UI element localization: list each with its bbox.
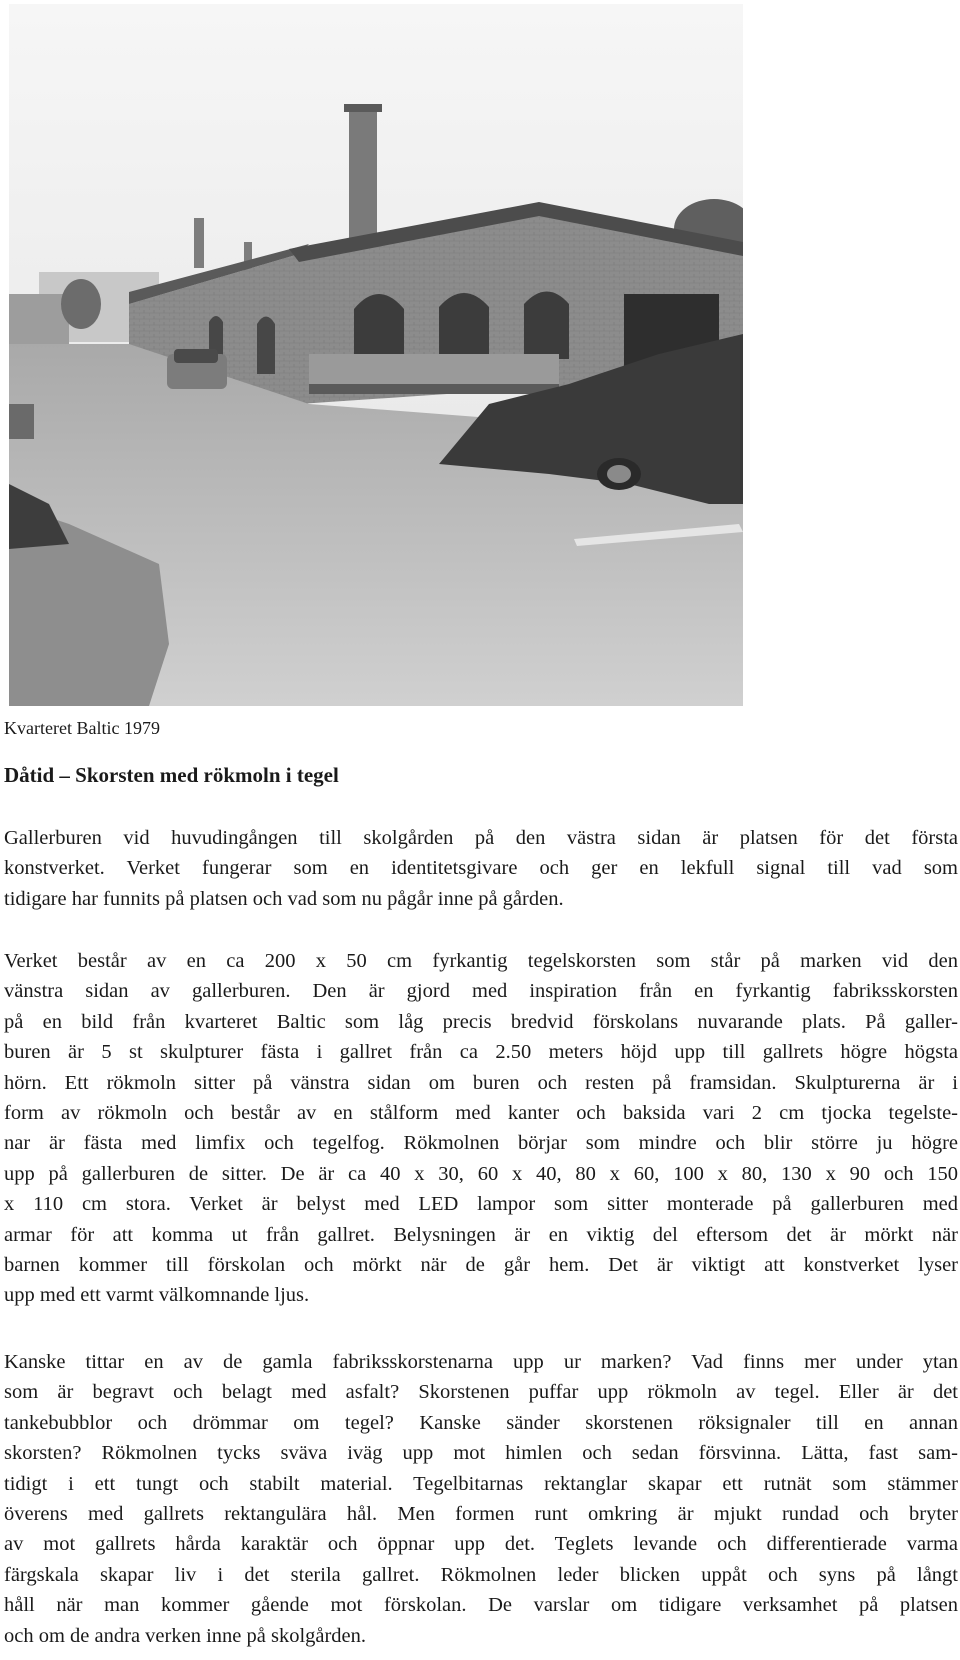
- text-line: som är begravt och belagt med asfalt? Skorstenen puffar upp rökmoln av tegel. Eller är det: [4, 1381, 958, 1404]
- text-line: upp med ett varmt välkomnande ljus.: [4, 1284, 310, 1307]
- text-line: tidigare har funnits på platsen och vad som nu pågår inne på gården.: [4, 887, 564, 910]
- text-line: Gallerburen vid huvudingången till skolgården på den västra sidan är platsen för det första: [4, 827, 958, 849]
- text-line: på en bild från kvarteret Baltic som låg precis bredvid förskolans nuvarande plats. På galler-: [4, 1010, 958, 1033]
- text-line: buren är 5 st skulpturer fästa i gallret från ca 2.50 meters höjd upp till gallrets högre högsta: [4, 1041, 958, 1064]
- text-line: barnen kommer till förskolan och mörkt när de går hem. Det är viktigt att konstverket lyser: [4, 1254, 958, 1277]
- text-line: tankebubblor och drömmar om tegel? Kanske sänder skorstenen röksignaler till en annan: [4, 1411, 958, 1434]
- text-line: håll när man kommer gående mot förskolan. De varslar om tidigare verksamhet på platsen: [4, 1594, 958, 1617]
- text-line: armar för att komma ut från gallret. Belysningen är en viktig del eftersom det är mörkt när: [4, 1223, 958, 1246]
- text-line: och om de andra verken inne på skolgården.: [4, 1624, 367, 1647]
- text-line: konstverket. Verket fungerar som en identitetsgivare och ger en lekfull signal till vad som: [4, 857, 958, 880]
- text-line: x 110 cm stora. Verket är belyst med LED lampor som sitter monterade på gallerburen med: [4, 1193, 958, 1216]
- photo-caption: Kvarteret Baltic 1979: [4, 718, 160, 738]
- text-line: nar är fästa med limfix och tegelfog. Rökmolnen börjar som mindre och blir större ju högre: [4, 1132, 958, 1155]
- text-line: av mot gallrets hårda karaktär och öppnar upp det. Teglets levande och differentierade varma: [4, 1533, 958, 1556]
- text-line: skorsten? Rökmolnen tycks sväva iväg upp mot himlen och sedan försvinna. Lätta, fast sam-: [4, 1442, 958, 1465]
- black-and-white-factory-yard-photo: [9, 4, 743, 706]
- text-line: hörn. Ett rökmoln sitter på vänstra sidan om buren och resten på framsidan. Skulpturerna är i: [4, 1071, 958, 1094]
- text-line: Verket består av en ca 200 x 50 cm fyrkantig tegelskorsten som står på marken vid den: [4, 950, 958, 972]
- text-line: form av rökmoln och består av en stålform med kanter och baksida vari 2 cm tjocka tegelste-: [4, 1102, 958, 1125]
- text-line: tidigt i ett tungt och stabilt material. Tegelbitarnas rektanglar skapar ett rutnät som stämmer: [4, 1472, 958, 1495]
- text-line: Kanske tittar en av de gamla fabriksskorstenarna upp ur marken? Vad finns mer under ytan: [4, 1351, 958, 1373]
- text-line: överens med gallrets rektangulära hål. Men formen runt omkring är mjukt rundad och bryter: [4, 1503, 958, 1526]
- paragraph-reflection: [4, 1347, 958, 1651]
- text-line: upp på gallerburen de sitter. De är ca 40 x 30, 60 x 40, 80 x 60, 100 x 80, 130 x 90 och 150: [4, 1162, 958, 1185]
- paragraph-intro: [4, 823, 958, 914]
- paragraph-description: [4, 946, 958, 1311]
- factory-photo: [9, 4, 743, 706]
- text-line: färgskala skapar liv i det sterila gallret. Rökmolnen leder blicken uppåt och syns på långt: [4, 1563, 958, 1586]
- section-heading: Dåtid – Skorsten med rökmoln i tegel: [4, 763, 339, 787]
- text-line: vänstra sidan av gallerburen. Den är gjord med inspiration från en fyrkantig fabriksskorsten: [4, 980, 958, 1003]
